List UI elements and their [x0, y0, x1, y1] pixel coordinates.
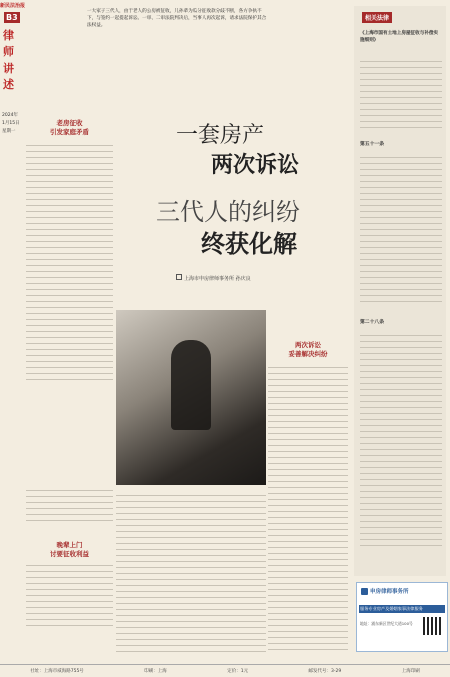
footer-cell: 邮发代号：3-29 — [308, 669, 342, 674]
byline-text: 上海市申房律师事务所 孙庆良 — [184, 276, 251, 282]
subhead-2-line2: 妥善解决纠纷 — [288, 350, 328, 358]
left-body-text — [26, 140, 113, 470]
middle-body-text — [268, 362, 348, 662]
subhead-1-line2: 引发家庭矛盾 — [50, 128, 89, 136]
headline-line-2: 两次诉讼 — [211, 152, 300, 178]
date-year: 2024年 — [2, 113, 18, 118]
sidebar-text-2 — [360, 152, 442, 312]
footer-cell: 印刷：上海 — [144, 669, 167, 674]
footer-cell: 社址：上海市威海路755号 — [30, 669, 84, 674]
subhead-1-line1: 老房征收 — [56, 119, 83, 127]
headline-line-1: 一套房产 — [176, 123, 265, 148]
corner-logo: 新民法治报 — [0, 3, 26, 9]
sidebar-text-1 — [360, 56, 442, 136]
subhead-3 — [26, 540, 113, 558]
ad-address: 地址：浦东新区世纪大道100号 — [360, 621, 413, 626]
footer — [0, 664, 450, 677]
sidebar-item-2: 第二十八条 — [360, 320, 384, 325]
subhead-2-line1: 两次诉讼 — [295, 341, 321, 349]
byline-square-icon — [176, 274, 182, 280]
sidebar-title: 相关法律 — [362, 12, 392, 23]
law-firm-ad — [356, 582, 448, 652]
sidebar-law-title: 《上海市国有土地上房屋征收与补偿实施细则》 — [360, 31, 439, 43]
ad-qr-code — [423, 617, 441, 635]
headline-line-3: 三代人的纠纷 — [156, 198, 300, 226]
ad-firm-name: 申房律师事务所 — [370, 589, 409, 595]
footer-cell: 上海印刷 — [401, 669, 420, 674]
sidebar-item-1: 第五十一条 — [360, 142, 384, 147]
subhead-1 — [26, 118, 113, 136]
ad-logo — [361, 587, 441, 595]
subhead-2 — [268, 340, 348, 358]
ad-tagline: 服务专业房产及婚姻家事法律服务 — [359, 605, 445, 613]
subhead-3-line2: 讨要征收利益 — [50, 550, 89, 558]
masthead — [0, 0, 26, 676]
headline-line-4: 终获化解 — [201, 229, 297, 258]
sidebar-text-3 — [360, 330, 442, 570]
article-photo — [116, 310, 266, 485]
section-title-2: 讲述 — [3, 62, 14, 91]
byline — [176, 274, 251, 282]
bottom-mid-text — [116, 490, 266, 660]
photo-figure — [171, 340, 211, 430]
sidebar — [354, 6, 446, 576]
headline-box — [116, 108, 349, 308]
section-title-1: 律师 — [3, 29, 14, 58]
ad-logo-icon — [361, 588, 368, 595]
lead-paragraph: 一大家子三代人，由于老人的公房被征收，儿孙辈为瓜分征收款分歧不断，各方争执不下，与签约一起提起诉讼。一审、二审法院判决后，当事人再次起诉，请求法院保护其合法权益。 — [87, 9, 267, 28]
weekday: 星期一 — [2, 129, 16, 134]
bottom-left-text-2 — [26, 560, 113, 660]
footer-cell: 定价：1元 — [227, 669, 249, 674]
subhead-3-line1: 晚辈上门 — [56, 541, 83, 549]
bottom-left-text — [26, 485, 113, 535]
page-number: B3 — [6, 13, 18, 22]
date-day: 1月15日 — [2, 121, 20, 126]
